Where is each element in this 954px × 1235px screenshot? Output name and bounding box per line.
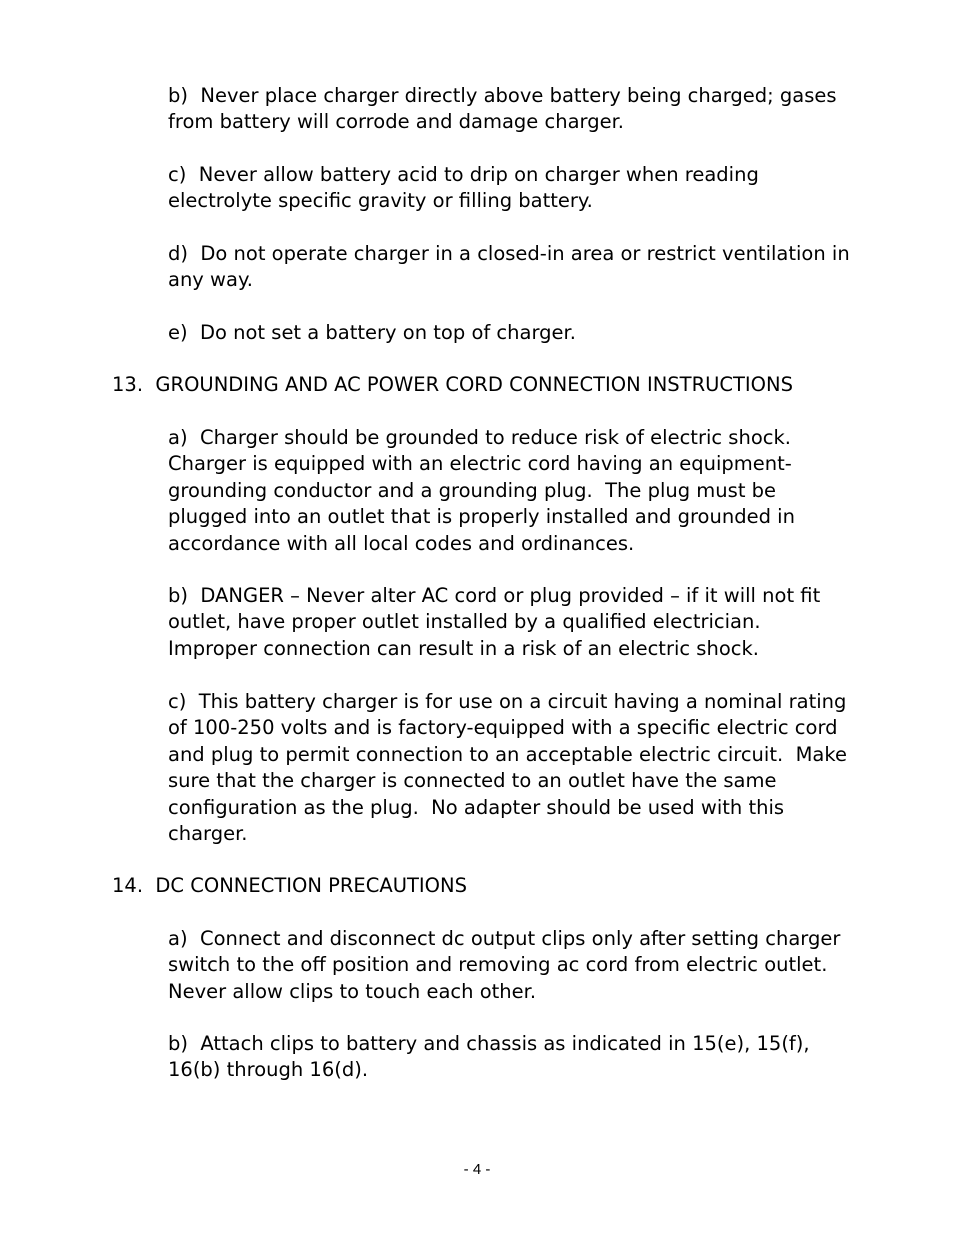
text-line: 16(b) through 16(d). [168,1058,369,1082]
item-12e [168,320,858,346]
text-line: b) Attach clips to battery and chassis as indicated in 15(e), 15(f), [168,1032,810,1055]
section-14-heading: 14. DC CONNECTION PRECAUTIONS [112,874,467,897]
item-13b [168,583,858,662]
text-line: electrolyte specific gravity or filling battery. [168,189,593,213]
text-line: b) Never place charger directly above battery being charged; gases [168,84,837,107]
text-line: e) Do not set a battery on top of charger. [168,321,576,344]
item-13a [168,425,858,557]
text-line: sure that the charger is connected to an outlet have the same [168,769,777,793]
text-line: any way. [168,268,253,292]
item-12b [168,83,858,136]
item-14b [168,1031,858,1084]
text-line: c) Never allow battery acid to drip on charger when reading [168,163,759,186]
text-line: d) Do not operate charger in a closed-in area or restrict ventilation in [168,242,850,265]
text-line: charger. [168,822,248,846]
item-14a [168,926,858,1005]
text-line: of 100-250 volts and is factory-equipped with a specific electric cord [168,716,838,740]
text-line: and plug to permit connection to an acceptable electric circuit. Make [168,742,847,766]
item-12c [168,162,858,215]
text-line: b) DANGER – Never alter AC cord or plug provided – if it will not fit [168,584,821,607]
text-line: Never allow clips to touch each other. [168,979,537,1003]
text-line: c) This battery charger is for use on a circuit having a nominal rating [168,690,847,713]
text-line: Charger is equipped with an electric cord having an equipment- [168,452,792,476]
text-line: configuration as the plug. No adapter should be used with this [168,795,785,819]
section-13-heading: 13. GROUNDING AND AC POWER CORD CONNECTION INSTRUCTIONS [112,373,793,396]
text-line: switch to the off position and removing ac cord from electric outlet. [168,953,828,977]
page-number: - 4 - [463,1161,491,1178]
item-13c [168,689,858,847]
text-line: Improper connection can result in a risk of an electric shock. [168,636,759,660]
text-line: from battery will corrode and damage charger. [168,110,625,134]
text-line: grounding conductor and a grounding plug. The plug must be [168,478,777,502]
item-12d [168,241,858,294]
text-line: plugged into an outlet that is properly installed and grounded in [168,505,795,529]
text-line: accordance with all local codes and ordinances. [168,531,635,555]
text-line: a) Connect and disconnect dc output clips only after setting charger [168,927,841,950]
text-line: outlet, have proper outlet installed by a qualified electrician. [168,610,761,634]
text-line: a) Charger should be grounded to reduce risk of electric shock. [168,426,791,449]
